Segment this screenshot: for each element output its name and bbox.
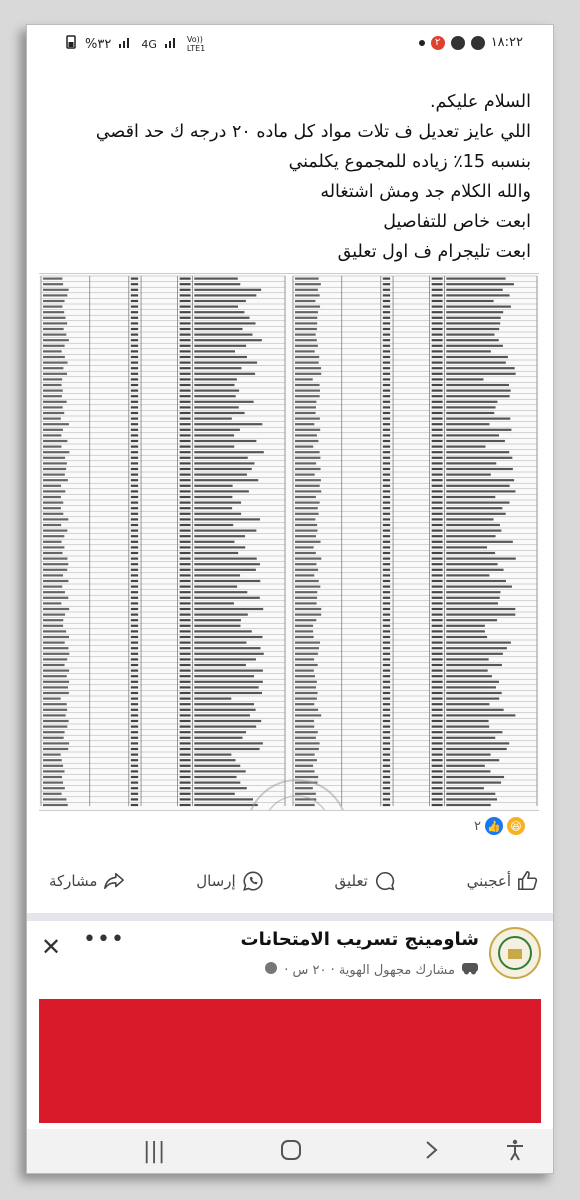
battery-percent: %٣٢ xyxy=(85,36,112,52)
post-line: بنسبه 15٪ زياده للمجموع يكلمني xyxy=(288,152,531,172)
signal-icon xyxy=(119,36,133,52)
post-meta xyxy=(264,961,479,979)
post-actions xyxy=(49,861,539,901)
comment-label: تعليق xyxy=(334,872,368,890)
battery-icon xyxy=(65,35,77,53)
home-icon[interactable] xyxy=(281,1139,301,1167)
table-lines xyxy=(39,274,539,810)
phone-screenshot xyxy=(26,24,554,1174)
network-type: 4G xyxy=(141,37,157,51)
post-line: والله الكلام جد ومش اشتغاله xyxy=(320,182,531,202)
accessibility-icon[interactable] xyxy=(505,1139,525,1167)
comment-icon xyxy=(374,870,396,892)
post-body xyxy=(61,87,531,267)
notification-badge-icon: ٢ xyxy=(431,36,445,50)
post-line: اللي عايز تعديل ف تلات مواد كل ماده ٢٠ درجه ك حد اقصي xyxy=(95,122,531,142)
grades-table-image[interactable] xyxy=(39,273,539,811)
close-icon[interactable]: ✕ xyxy=(41,933,62,961)
reaction-count: ٢ xyxy=(474,818,481,834)
watermark-stamp xyxy=(217,774,377,811)
android-nav-bar xyxy=(27,1129,553,1173)
share-button[interactable] xyxy=(49,870,125,892)
recent-apps-icon[interactable]: ||| xyxy=(143,1139,166,1164)
status-right xyxy=(419,35,523,50)
like-label: أعجبني xyxy=(466,872,511,890)
post-line: ابعت خاص للتفاصيل xyxy=(383,212,531,232)
send-button[interactable] xyxy=(196,870,263,892)
reaction-summary[interactable] xyxy=(474,817,525,835)
share-label: مشاركة xyxy=(49,872,98,890)
like-button[interactable] xyxy=(467,870,539,892)
next-post-header xyxy=(27,921,553,999)
status-bar xyxy=(27,25,553,61)
page-avatar[interactable] xyxy=(489,927,541,979)
status-left xyxy=(65,35,205,53)
clock: ١٨:٢٢ xyxy=(490,35,523,50)
post-line: ابعت تليجرام ف اول تعليق xyxy=(337,242,531,262)
notification-dot xyxy=(419,40,425,46)
page-name[interactable]: شاومينج تسريب الامتحانات xyxy=(240,929,479,950)
signal-icon-2 xyxy=(165,36,179,52)
post-line: السلام عليكم. xyxy=(429,92,531,112)
messenger-icon-2 xyxy=(471,36,485,50)
like-icon: 👍 xyxy=(485,817,503,835)
messenger-icon xyxy=(451,36,465,50)
haha-icon: 😆 xyxy=(507,817,525,835)
comment-button[interactable] xyxy=(334,870,395,892)
share-icon xyxy=(103,870,125,892)
post-image-red[interactable] xyxy=(39,999,541,1123)
send-label: إرسال xyxy=(196,872,236,890)
globe-icon xyxy=(264,961,278,979)
anonymous-member-icon xyxy=(461,961,479,979)
back-icon[interactable] xyxy=(425,1139,439,1167)
whatsapp-icon xyxy=(242,870,264,892)
thumbs-up-icon xyxy=(517,870,539,892)
feed-divider xyxy=(27,913,553,921)
volte-label: Vo)) LTE1 xyxy=(186,35,206,53)
more-options-icon[interactable]: ••• xyxy=(83,927,125,952)
post-meta-text: مشارك مجهول الهوية · ٢٠ س · xyxy=(284,962,455,978)
